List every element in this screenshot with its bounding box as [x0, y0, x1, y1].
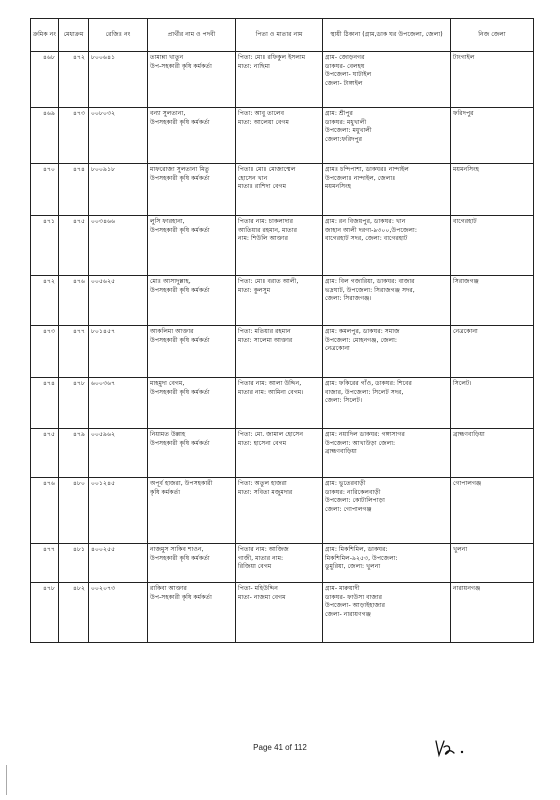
cell-district: নারায়নগঞ্জ — [451, 583, 534, 643]
cell-parents-line: গাজী, মাতার নাম: — [238, 554, 284, 562]
cell-district: সিরাজগঞ্জ — [451, 276, 534, 326]
table-row — [31, 544, 534, 583]
candidate-table — [30, 18, 534, 643]
cell-name-line: লুসি ফারহানা, — [150, 218, 185, 225]
cell-parents — [236, 52, 323, 108]
cell-name-line: রাকিবা আক্তার — [150, 585, 187, 592]
cell-parents — [236, 276, 323, 326]
cell-name-line: উপসহকারী কৃষি কর্মকর্তা — [150, 554, 210, 562]
cell-name-line: বন্যা সুলতানা, — [150, 110, 186, 117]
cell-parents — [236, 164, 323, 216]
cell-name — [148, 478, 236, 544]
cell-address-line: গ্রাম- মারুয়াদী — [325, 585, 360, 592]
cell-name — [148, 326, 236, 378]
cell-address-line: বাজার, উপজেলা: সিলেট সদর, — [325, 388, 404, 396]
header-parents: পিতা ও মাতার নাম — [236, 19, 323, 52]
cell-address-line: জেলা:ফরিদপুর — [325, 135, 363, 143]
cell-name-line: উপসহকারী কৃষি কর্মকর্তা — [150, 388, 210, 396]
cell-address-line: উপজেলা- ঘাটাইল — [325, 71, 372, 79]
cell-address-line: গ্রামঃ চন্দিপাশা, ডাকঘরঃ নান্দাইল — [325, 166, 409, 173]
cell-parents-line: মাতা: হাসেনা বেগম — [238, 439, 287, 447]
cell-address-line: জেলা: সিরাজগঞ্জ। — [325, 295, 372, 303]
cell-district: ব্রাহ্মণবাড়িয়া — [451, 429, 534, 478]
cell-address-line: উপজেলা: আখাউড়া জেলা: — [325, 439, 396, 447]
cell-serial: ৪৭৩ — [31, 326, 59, 378]
cell-parents-line: পিতাঃ মোঃ মোজাম্মেল — [238, 166, 296, 173]
cell-address-line: ডুমুরিয়া, জেলা: খুলনা — [325, 563, 381, 571]
cell-merit: ৪৭৬ — [59, 276, 89, 326]
cell-merit: ৪৭৭ — [59, 326, 89, 378]
header-address: স্থায়ী ঠিকানা (গ্রাম,ডাক ঘর উপজেলা, জেলা) — [323, 19, 451, 52]
cell-parents-line: পিতা: মতিয়ার রহমান — [238, 328, 291, 335]
cell-address — [323, 326, 451, 378]
table-row — [31, 478, 534, 544]
page-number: Page 41 of 112 — [253, 743, 307, 752]
table-row — [31, 378, 534, 429]
cell-name-line: উপ-সহকারী কৃষি কর্মকর্তা — [150, 62, 212, 70]
cell-address-line: বাগেরহাট সদর, জেলা: বাগেরহাট — [325, 235, 408, 243]
cell-parents — [236, 583, 323, 643]
cell-parents-line: মাতাঃ রাশিদা বেগম — [238, 183, 287, 191]
cell-address — [323, 544, 451, 583]
cell-merit: ৪৭৫ — [59, 216, 89, 276]
cell-address-line: ডাকঘর- ফাউসা বাজার — [325, 593, 383, 601]
cell-name-line: উপসহকারী কৃষি কর্মকর্তা — [150, 336, 210, 344]
cell-address-line: ডাকঘর- বেলহষ — [325, 62, 365, 70]
cell-reg: ০০৫৯৬২ — [89, 429, 148, 478]
cell-name-line: উপ-সহকারী কৃষি কর্মকর্তা — [150, 593, 212, 601]
cell-address-line: জেলা: সিলেট। — [325, 397, 363, 405]
cell-parents-line: পিতা- মহিউদ্দিন — [238, 585, 278, 592]
cell-parents-line: মাতা: সালেমা আক্তার — [238, 336, 293, 344]
cell-name-line: মোঃ আসাদুল্লাহ, — [150, 278, 191, 285]
cell-merit: ৪৭৯ — [59, 429, 89, 478]
cell-district: খুলনা — [451, 544, 534, 583]
cell-merit: ৪৮১ — [59, 544, 89, 583]
cell-address-line: গ্রাম: মিকশিমিল, ডাকঘর: — [325, 546, 388, 553]
cell-parents-line: নাম: শিউলি আক্তার — [238, 235, 288, 243]
cell-parents-line: মাতা- নাজমা বেগম — [238, 593, 286, 601]
cell-serial: ৪৬৯ — [31, 108, 59, 164]
cell-address — [323, 108, 451, 164]
cell-parents-line: পিতার নাম: চাকলাদার — [238, 218, 294, 225]
cell-address — [323, 583, 451, 643]
cell-district: ময়মনসিংহ — [451, 164, 534, 216]
cell-parents-line: মাতা: সবিতা মজুমদার — [238, 488, 293, 496]
cell-parents-line: পিতা: মোঃ বরাত আলী, — [238, 278, 299, 285]
cell-address-line: গ্রাম: ফকিরের গাঁও, ডাকঘর: শিবের — [325, 380, 412, 387]
cell-address-line: উপজেলাঃ নান্দাইল, জেলাঃ — [325, 174, 396, 182]
cell-reg: ০০১২৪৫ — [89, 478, 148, 544]
cell-name-line: তামান্না খাতুন — [150, 54, 184, 61]
table-row — [31, 326, 534, 378]
cell-parents — [236, 429, 323, 478]
table-row — [31, 216, 534, 276]
cell-serial: ৪৭৪ — [31, 378, 59, 429]
cell-serial: ৪৭৫ — [31, 429, 59, 478]
cell-reg: ০০৩৪৬৬ — [89, 216, 148, 276]
cell-address-line: উপজেলা: মোহনগঞ্জ, জেলা: — [325, 336, 397, 344]
cell-district: বাগেরহাট — [451, 216, 534, 276]
cell-reg: ৮০০৬৪১ — [89, 52, 148, 108]
header-reg: রেজিঃ নং — [89, 19, 148, 52]
cell-serial: ৪৭২ — [31, 276, 59, 326]
cell-name — [148, 108, 236, 164]
header-merit: মেধাক্রম — [59, 19, 89, 52]
cell-address — [323, 429, 451, 478]
cell-address-line: জেলা- নারায়ণগঞ্জ — [325, 610, 372, 618]
cell-name — [148, 544, 236, 583]
cell-address-line: গ্রাম: রন বিজয়পুর, ডাকঘর: খান — [325, 218, 406, 225]
cell-name-line: উপসহকারী কৃষি কর্মকর্তা — [150, 439, 210, 447]
cell-name — [148, 164, 236, 216]
cell-address — [323, 164, 451, 216]
cell-address-line: উপজেলা: মধুখালী — [325, 127, 372, 135]
cell-parents-line: মাতা: নাছিমা — [238, 62, 270, 70]
cell-name-line: নিয়ামত উল্লাহ — [150, 431, 186, 438]
cell-address-line: ব্রাহ্মণবাড়িয়া — [325, 448, 357, 456]
cell-merit: ৪৭৪ — [59, 164, 89, 216]
cell-parents-line: রিজিয়া বেগম — [238, 563, 272, 571]
table-row — [31, 276, 534, 326]
header-serial: ক্রমিক নং — [31, 19, 59, 52]
cell-address-line: গ্রাম: ভুতেরবাড়ী — [325, 480, 366, 487]
cell-parents-line: পিতা: মো. জামাল হোসেন — [238, 431, 304, 438]
cell-name-line: মাহমুদা বেগম, — [150, 380, 185, 387]
cell-serial: ৪৭০ — [31, 164, 59, 216]
cell-address-line: মিকশিমিল-৯২৫৩, উপজেলা: — [325, 554, 398, 562]
cell-address — [323, 276, 451, 326]
cell-name — [148, 52, 236, 108]
cell-parents-line: মাতার নাম: আমিনা বেগম। — [238, 388, 304, 396]
cell-address-line: জাহান আলী দরগা-৯৩০০,উপজেলা: — [325, 226, 417, 234]
signature-mark — [432, 735, 472, 759]
cell-district: টাংগাইল — [451, 52, 534, 108]
cell-parents-line: পিতার নাম: আজিজ — [238, 546, 289, 553]
cell-name — [148, 216, 236, 276]
cell-address-line: গ্রাম: বিল গজারিয়া, ডাকঘর: বাজার — [325, 278, 415, 285]
cell-address-line: জেলা: গোপালগঞ্জ — [325, 505, 372, 513]
table-row — [31, 429, 534, 478]
cell-district: সিলেট। — [451, 378, 534, 429]
cell-parents-line: পিতা: অতুল হাজরা — [238, 480, 287, 487]
scan-edge-mark — [6, 765, 11, 795]
cell-parents-line: পিতা: আবু তালেব — [238, 110, 285, 117]
cell-address-line: গ্রাম: শ্রীপুর — [325, 110, 353, 117]
cell-name — [148, 276, 236, 326]
cell-parents — [236, 216, 323, 276]
cell-serial: ৪৭৭ — [31, 544, 59, 583]
cell-address-line: ডাকঘর: মধুখালী — [325, 118, 367, 126]
cell-serial: ৪৭৬ — [31, 478, 59, 544]
cell-merit: ৪৮২ — [59, 583, 89, 643]
cell-parents-line: মাতা: আলেয়া বেগম — [238, 118, 289, 126]
cell-name — [148, 378, 236, 429]
cell-name-line: উপসহকারী কৃষি কর্মকর্তা — [150, 174, 210, 182]
cell-reg: ৪০০২৫৫ — [89, 544, 148, 583]
cell-parents — [236, 544, 323, 583]
cell-merit: ৪৮০ — [59, 478, 89, 544]
cell-address-line: গ্রাম- জোড়নগর — [325, 54, 365, 61]
cell-parents — [236, 108, 323, 164]
cell-parents-line: আতিয়ার রহমান, মাতার — [238, 226, 298, 234]
cell-merit: ৪৭৮ — [59, 378, 89, 429]
cell-address-line: ময়মনসিংহ — [325, 183, 351, 191]
cell-address-line: জেলা- টাঙ্গাইল — [325, 79, 363, 87]
cell-reg: ৬০০৩৬৭ — [89, 378, 148, 429]
cell-reg: ৮০০৯১৮ — [89, 164, 148, 216]
table-row — [31, 52, 534, 108]
table-row — [31, 164, 534, 216]
cell-merit: ৪৭৩ — [59, 108, 89, 164]
cell-name — [148, 429, 236, 478]
cell-address-line: উপজেলা: কোটালিপাড়া — [325, 497, 385, 505]
cell-address-line: ডাকঘর: নারিকেলবাড়ী — [325, 488, 381, 496]
cell-district: গোপালগঞ্জ — [451, 478, 534, 544]
cell-name-line: নাজমুস সাকিব শাওন, — [150, 546, 204, 553]
cell-district: ফরিদপুর — [451, 108, 534, 164]
cell-address-line: উপজেলা- আড়াইহাজার — [325, 602, 386, 610]
cell-parents-line: পিতার নাম: আলা উদ্দিন, — [238, 380, 302, 387]
cell-address — [323, 378, 451, 429]
table-row — [31, 108, 534, 164]
cell-address — [323, 478, 451, 544]
cell-parents — [236, 378, 323, 429]
header-district: নিজ জেলা — [451, 19, 534, 52]
cell-name-line: মাফরোজা সুলতানা মিতু — [150, 166, 210, 173]
cell-name-line: উপসহকারী কৃষি কর্মকর্তা — [150, 226, 210, 234]
header-name: প্রার্থীর নাম ও পদবী — [148, 19, 236, 52]
cell-address — [323, 52, 451, 108]
cell-reg: ০০৫৬২৫ — [89, 276, 148, 326]
cell-address — [323, 216, 451, 276]
cell-parents-line: হোসেন খান — [238, 174, 268, 182]
cell-name — [148, 583, 236, 643]
cell-name-line: উপসহকারী কৃষি কর্মকর্তা — [150, 118, 210, 126]
cell-name-line: কৃষি কর্মকর্তা — [150, 488, 181, 496]
cell-reg: ০০২০৭৩ — [89, 583, 148, 643]
cell-name-line: উপসহকারী কৃষি কর্মকর্তা — [150, 286, 210, 294]
cell-address-line: নেত্রকোনা — [325, 345, 350, 353]
cell-reg: ৮০১৪৫৭ — [89, 326, 148, 378]
cell-name-line: অপূর্ব হাজরা, উপসহকারী — [150, 480, 213, 487]
cell-merit: ৪৭২ — [59, 52, 89, 108]
cell-address-line: গ্রাম: কমলপুর, ডাকঘর: সমাজ — [325, 328, 400, 335]
cell-serial: ৪৬৮ — [31, 52, 59, 108]
cell-serial: ৪৭৮ — [31, 583, 59, 643]
cell-parents-line: মাতা: কুলসুম — [238, 286, 271, 294]
cell-reg: ০০৮০৩২ — [89, 108, 148, 164]
cell-parents — [236, 478, 323, 544]
cell-parents-line: পিতা: মোঃ রফিকুল ইসলাম — [238, 54, 306, 61]
cell-name-line: আকলিমা আক্তার — [150, 328, 194, 335]
cell-district: নেত্রকোনা — [451, 326, 534, 378]
table-row — [31, 583, 534, 643]
table-header-row — [31, 19, 534, 52]
cell-address-line: ভদ্রঘাট, উপজেলা: সিরাজগঞ্জ সদর, — [325, 286, 415, 294]
cell-serial: ৪৭১ — [31, 216, 59, 276]
cell-address-line: গ্রাম: নয়াদিল ডাকঘর: গঙ্গাসাগর — [325, 431, 405, 438]
cell-parents — [236, 326, 323, 378]
